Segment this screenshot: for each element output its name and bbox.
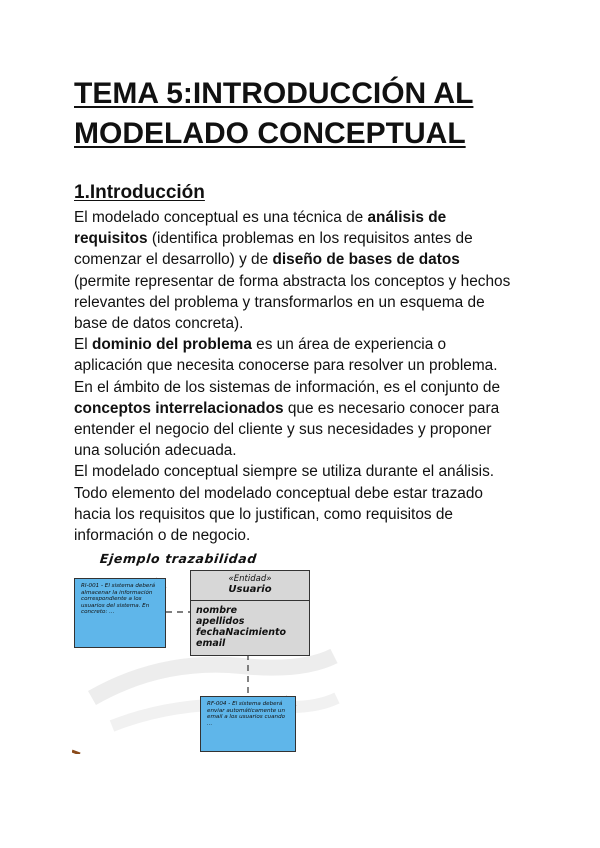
entity-attribute: email [196,638,226,649]
page-title: TEMA 5:INTRODUCCIÓN AL MODELADO CONCEPTUAL [74,77,474,150]
entity-header [191,571,309,601]
requirement-note-ri001: RI-001 - El sistema deberá almacenar la información correspondiente a los usuarios del sistema. En concreto: ... [74,578,166,648]
bold-term: dominio del problema [91,336,252,354]
entity-attributes [191,601,309,649]
paragraph-2: El dominio del problema es un área de experiencia o aplicación que necesita conocerse para resolver un problema. En el ámbito de los sistemas de información, es el conjunto de conceptos interrelacionados que es necesario conocer para entender el negocio del cliente y sus necesidades y proponer una solución adecuada. [74,336,501,460]
entity-attribute: nombre [196,605,238,616]
paragraph-1: El modelado conceptual es una técnica de análisis de requisitos (identifica problemas en los requisitos antes de comenzar el desarrollo) y de diseño de bases de datos (permite representar de forma abstracta los conceptos y hechos relevantes del problema y transformarlos en un esquema de base de datos concreta). [74,209,511,333]
body-text [74,207,514,546]
entity-name: Usuario [228,584,272,595]
paragraph-3: El modelado conceptual siempre se utiliza durante el análisis. [74,463,495,481]
entity-attribute: apellidos [196,616,245,627]
traceability-figure [72,548,342,754]
figure-caption: Ejemplo trazabilidad [99,551,258,566]
entity-box [190,570,310,656]
bold-term: diseño de bases de datos [272,251,460,269]
entity-attribute: fechaNacimiento [196,627,287,638]
requirement-note-rf004: RF-004 - El sistema deberá enviar automáticamente un email a los usuarios cuando ... [200,696,296,752]
paragraph-4: Todo elemento del modelado conceptual debe estar trazado hacia los requisitos que lo justifican, como requisitos de información o de negocio. [74,484,483,545]
corner-mark [72,751,80,754]
entity-stereotype: «Entidad» [228,574,272,584]
bold-term: análisis de requisitos [74,209,447,248]
section-heading: 1.Introducción [74,182,205,203]
bold-term: conceptos interrelacionados [74,399,284,417]
